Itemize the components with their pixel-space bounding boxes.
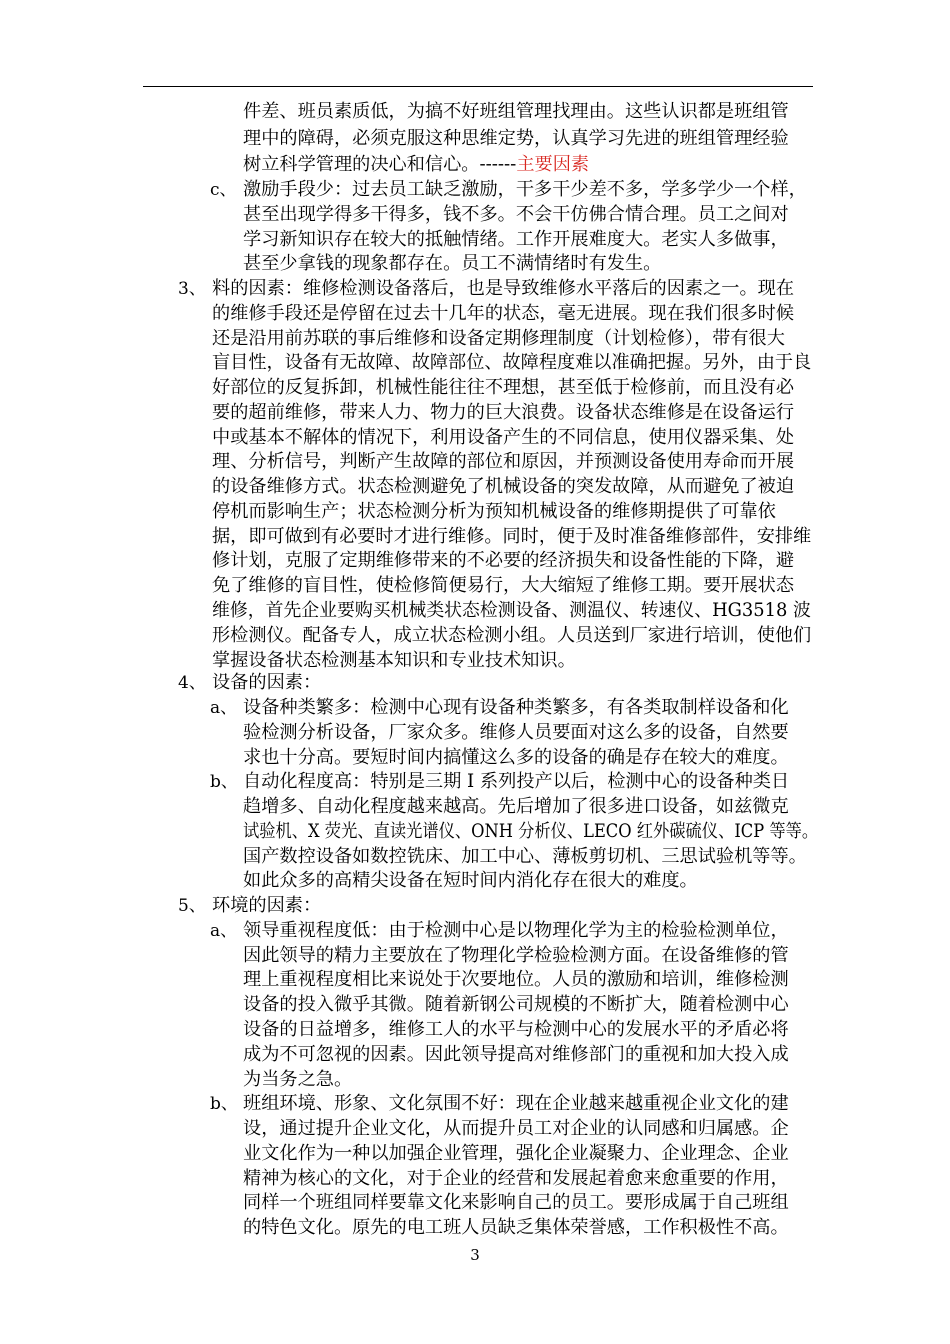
text-line: 趋增多、自动化程度越来越高。先后增加了很多进口设备，如兹微克 <box>243 796 789 818</box>
text-line: 的维修手段还是停留在过去十几年的状态，毫无进展。现在我们很多时候 <box>212 302 795 324</box>
page-number: 3 <box>470 1246 480 1264</box>
text-line: 国产数控设备如数控铣床、加工中心、薄板剪切机、三思试验机等等。 <box>243 845 807 867</box>
text-line <box>243 153 810 177</box>
header-rule <box>143 86 813 87</box>
text-line: 盲目性，设备有无故障、故障部位、故障程度难以准确把握。另外，由于良 <box>212 352 812 374</box>
text-line: 环境的因素： <box>212 895 322 917</box>
text-line: 修计划，克服了定期维修带来的不必要的经济损失和设备性能的下降，避 <box>212 550 795 572</box>
text-line: 同样一个班组同样要靠文化来影响自己的员工。要形成属于自己班组 <box>243 1192 789 1214</box>
text-line: 甚至出现学得多干得多，钱不多。不会干仿佛合情合理。员工之间对 <box>243 203 789 225</box>
text-line: 据，即可做到有必要时才进行维修。同时，便于及时准备维修部件，安排维 <box>212 525 812 547</box>
text-line: 自动化程度高：特别是三期 I 系列投产以后，检测中心的设备种类日 <box>243 771 790 793</box>
list-marker: 3、 <box>178 279 206 300</box>
text-line: 因此领导的精力主要放在了物理化学检验检测方面。在设备维修的管 <box>243 944 789 966</box>
text-line: 精神为核心的文化，对于企业的经营和发展起着愈来愈重要的作用， <box>243 1167 789 1189</box>
text-line: 为当务之急。 <box>243 1068 353 1090</box>
text-line: 设备的因素： <box>212 672 322 694</box>
text-line: 料的因素：维修检测设备落后，也是导致维修水平落后的因素之一。现在 <box>212 278 795 300</box>
text-line: 业文化作为一种以加强企业管理，强化企业凝聚力、企业理念、企业 <box>243 1142 789 1164</box>
text-line: 好部位的反复拆卸，机械性能往往不理想，甚至低于检修前，而且没有必 <box>212 377 795 399</box>
text-line: 的特色文化。原先的电工班人员缺乏集体荣誉感，工作积极性不高。 <box>243 1217 789 1238</box>
text-line-body: 树立科学管理的决心和信心。------ <box>243 154 517 176</box>
text-line: 理上重视程度相比来说处于次要地位。人员的激励和培训，维修检测 <box>243 969 789 991</box>
text-line: 学习新知识存在较大的抵触情绪。工作开展难度大。老实人多做事， <box>243 228 789 250</box>
list-marker: 5、 <box>178 896 206 917</box>
text-line: 试验机、X 荧光、直读光谱仪、ONH 分析仪、LECO 红外碳硫仪、ICP 等等。 <box>243 820 819 842</box>
text-line: 设备的投入微乎其微。随着新钢公司规模的不断扩大，随着检测中心 <box>243 994 789 1016</box>
text-line: 的设备维修方式。状态检测避免了机械设备的突发故障，从而避免了被迫 <box>212 476 795 498</box>
list-marker: 4、 <box>178 673 206 694</box>
text-line: 掌握设备状态检测基本知识和专业技术知识。 <box>212 649 576 671</box>
text-line: 验检测分析设备，厂家众多。维修人员要面对这么多的设备，自然要 <box>243 721 789 743</box>
list-marker: b、 <box>210 1094 238 1115</box>
list-marker: c、 <box>210 180 237 201</box>
list-marker: a、 <box>210 698 238 719</box>
text-line: 理中的障碍，必须克服这种思维定势，认真学习先进的班组管理经验 <box>243 127 789 149</box>
text-line: 还是沿用前苏联的事后维修和设备定期修理制度（计划检修），带有很大 <box>212 327 785 349</box>
text-line: 领导重视程度低：由于检测中心是以物理化学为主的检验检测单位， <box>243 919 789 941</box>
list-marker: a、 <box>210 920 238 941</box>
text-line: 件差、班员素质低，为搞不好班组管理找理由。这些认识都是班组管 <box>243 101 789 122</box>
text-line: 维修，首先企业要购买机械类状态检测设备、测温仪、转速仪、HG3518 波 <box>212 600 811 621</box>
text-line: 如此众多的高精尖设备在短时间内消化存在很大的难度。 <box>243 870 698 892</box>
text-line: 设备的日益增多，维修工人的水平与检测中心的发展水平的矛盾必将 <box>243 1018 789 1040</box>
text-line: 成为不可忽视的因素。因此领导提高对维修部门的重视和加大投入成 <box>243 1043 789 1065</box>
text-line: 理、分析信号，判断产生故障的部位和原因，并预测设备使用寿命而开展 <box>212 451 795 473</box>
text-line: 设备种类繁多：检测中心现有设备种类繁多，有各类取制样设备和化 <box>243 697 789 719</box>
text-line: 形检测仪。配备专人，成立状态检测小组。人员送到厂家进行培训，使他们 <box>212 624 812 646</box>
highlight-note: 主要因素 <box>516 154 590 176</box>
text-line: 设，通过提升企业文化，从而提升员工对企业的认同感和归属感。企 <box>243 1118 789 1139</box>
text-line: 免了维修的盲目性，使检修简便易行，大大缩短了维修工期。要开展状态 <box>212 575 795 597</box>
text-line: 求也十分高。要短时间内搞懂这么多的设备的确是存在较大的难度。 <box>243 746 789 768</box>
text-line: 停机而影响生产；状态检测分析为预知机械设备的维修期提供了可靠依 <box>212 500 776 522</box>
text-line: 激励手段少：过去员工缺乏激励，干多干少差不多，学多学少一个样， <box>243 179 807 201</box>
text-line: 要的超前维修，带来人力、物力的巨大浪费。设备状态维修是在设备运行 <box>212 401 795 423</box>
text-line: 中或基本不解体的情况下，利用设备产生的不同信息，使用仪器采集、处 <box>212 426 795 448</box>
text-line: 班组环境、形象、文化氛围不好：现在企业越来越重视企业文化的建 <box>243 1093 789 1115</box>
list-marker: b、 <box>210 772 238 793</box>
text-line: 甚至少拿钱的现象都存在。员工不满情绪时有发生。 <box>243 253 662 275</box>
